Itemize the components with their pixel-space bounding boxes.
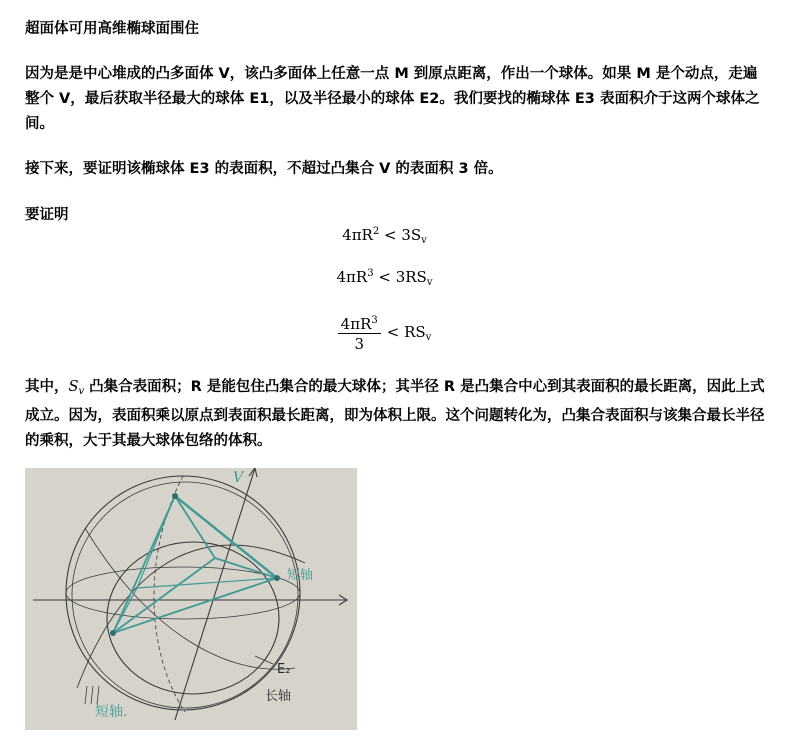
eq3-fraction [338,312,381,354]
vertex-bottom-left [110,630,116,636]
paragraph-explanation [25,375,767,454]
eq1-rhs-sub: v [421,235,427,246]
prove-label: 要证明 [25,207,69,223]
paragraph-intro: 因为是是中心堆成的凸多面体 V，该凸多面体上任意一点 M 到原点距离，作出一个球体。如果 M 是个动点，走遍整个 V，最后获取半径最大的球体 E1，以及半径最小的球体 E2。我们要找的椭球体 E3 表面积介于这两个球体之间。 [25,66,760,132]
label-e2: E₂ [277,662,291,677]
eq2-rhs-sub: v [426,277,433,288]
vertex-right [274,575,280,581]
equation-3 [0,312,769,354]
label-bottom-left: 短轴. [95,704,128,720]
eq1-lhs-exp: 2 [372,226,380,237]
sv-symbol-sub: v [78,386,85,397]
label-bottom-right: 长轴 [265,689,292,704]
hand-sketch-photo [25,468,357,730]
equation-2 [0,268,769,288]
eq3-denominator: 3 [354,335,364,353]
eq3-rhs [387,323,432,341]
eq3-rhs-sub: v [425,332,432,343]
eq1-lhs: 4πR [342,226,373,244]
eq2-lhs-exp: 3 [367,268,374,279]
eq3-num-exp: 3 [371,315,378,326]
para3-prefix: 其中， [25,379,69,395]
paragraph-goal: 接下来，要证明该椭球体 E3 的表面积，不超过凸集合 V 的表面积 3 倍。 [25,161,503,177]
eq2-lhs: 4πR [336,268,368,286]
eq3-num-base: 4πR [340,315,372,333]
label-v: V [233,470,244,486]
sv-symbol [69,379,85,395]
vertex-top [172,493,178,499]
equation-1 [0,226,769,246]
label-right-axis: 短轴 [287,568,314,583]
page-title: 超面体可用高维椭球面围住 [25,21,199,37]
eq2-rel: < 3RS [373,268,427,286]
eq3-rel: < RS [386,323,426,341]
sv-symbol-base: S [68,379,79,395]
ellipsoid-sketch [25,468,357,730]
eq1-rel: < 3S [379,226,422,244]
paper-background [25,468,357,730]
eq3-numerator [338,312,381,334]
para3-body: 凸集合表面积；R 是能包住凸集合的最大球体；其半径 R 是凸集合中心到其表面积的最长距离，因此上式成立。因为，表面积乘以原点到表面积最长距离，即为体积上限。这个问题转化为，凸集合表面积与该集合最长半径的乘积，大于其最大球体包络的体积。 [25,379,765,449]
